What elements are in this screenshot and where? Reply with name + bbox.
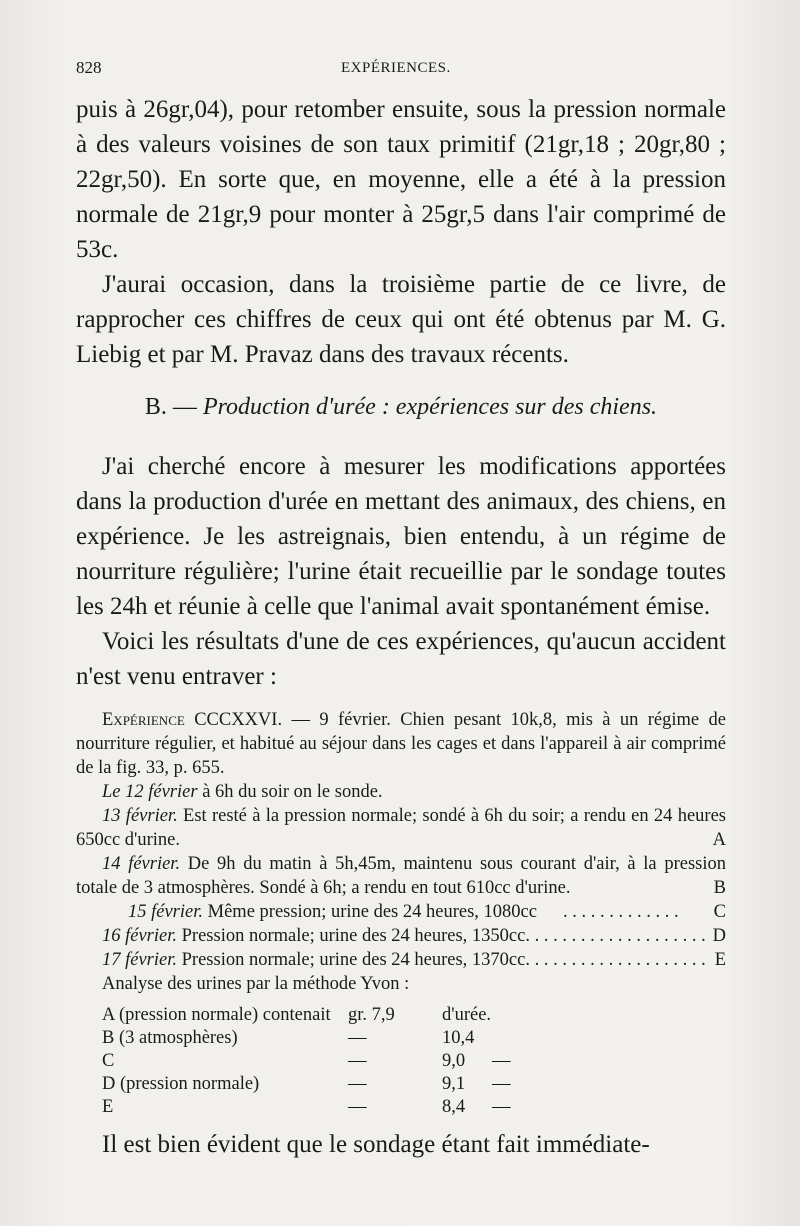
body-paragraph-2: Voici les résultats d'une de ces expériences, qu'aucun accident n'est venu entraver : bbox=[76, 628, 726, 690]
table-row: C — 9,0 — bbox=[102, 1051, 511, 1071]
section-label: B. — bbox=[144, 394, 197, 420]
experiment-intro: Expérience CCCXXVI. — 9 février. Chien pesant 10k,8, mis à un régime de nourriture régulier, et habitué au séjour dans les cages et dans l'appareil à air comprimé de la fig. 33, p. 655. bbox=[76, 710, 726, 778]
table-row: B (3 atmosphères) — 10,4 bbox=[102, 1028, 475, 1048]
section-heading bbox=[76, 394, 726, 421]
table-row: A (pression normale) contenait gr. 7,9 d'urée. bbox=[102, 1005, 492, 1025]
urea-table bbox=[102, 1004, 726, 1119]
intro-paragraph-1: puis à 26gr,04), pour retomber ensuite, sous la pression normale à des valeurs voisines de son taux primitif (21gr,18 ; 20gr,80 ; 22gr,50). En sorte que, en moyenne, elle a été à la pression normale de 21gr,9 pour monter à 25gr,5 dans l'air comprimé de 53c. bbox=[76, 96, 726, 263]
page-number: 828 bbox=[76, 58, 102, 77]
experiment-block bbox=[76, 708, 726, 1119]
analysis-heading: Analyse des urines par la méthode Yvon : bbox=[102, 974, 410, 994]
page-body bbox=[76, 92, 726, 1162]
last-line: Il est bien évident que le sondage étant fait immédiate- bbox=[102, 1131, 650, 1158]
intro-paragraph-2: J'aurai occasion, dans la troisième partie de ce livre, de rapprocher ces chiffres de ceux qui ont été obtenus par M. G. Liebig et par M. Pravaz dans des travaux récents. bbox=[76, 271, 726, 368]
experiment-line-5: 16 février. Pression normale; urine des 24 heures, 1350cc . . . D bbox=[76, 924, 726, 948]
table-row: E — 8,4 — bbox=[102, 1097, 511, 1117]
experiment-line-6: 17 février. Pression normale; urine des 24 heures, 1370cc . . . E bbox=[76, 948, 726, 972]
experiment-line-4: 15 février. Même pression; urine des 24 heures, 1080cc . . . C bbox=[76, 900, 726, 924]
experiment-line-2: 13 février. Est resté à la pression normale; sondé à 6h du soir; a rendu en 24 heures 650cc d'urine. A bbox=[76, 806, 726, 850]
table-row: D (pression normale) — 9,1 — bbox=[102, 1074, 511, 1094]
running-title: EXPÉRIENCES. bbox=[341, 60, 451, 76]
page-header bbox=[76, 58, 726, 82]
section-title: Production d'urée : expériences sur des chiens. bbox=[202, 394, 658, 420]
experiment-line-1: Le 12 février à 6h du soir on le sonde. bbox=[102, 782, 383, 802]
experiment-line-3: 14 février. De 9h du matin à 5h,45m, maintenu sous courant d'air, à la pression totale de 3 atmosphères. Sondé à 6h; a rendu en tout 610cc d'urine. B bbox=[76, 854, 726, 898]
body-paragraph-1: J'ai cherché encore à mesurer les modifications apportées dans la production d'urée en mettant des animaux, des chiens, en expérience. Je les astreignais, bien entendu, à un régime de nourriture régulière; l'urine était recueillie par le sondage toutes les 24h et réunie à celle que l'animal avait spontanément émise. bbox=[76, 453, 726, 620]
experiment-label: Expérience CCCXXVI. bbox=[102, 710, 283, 730]
